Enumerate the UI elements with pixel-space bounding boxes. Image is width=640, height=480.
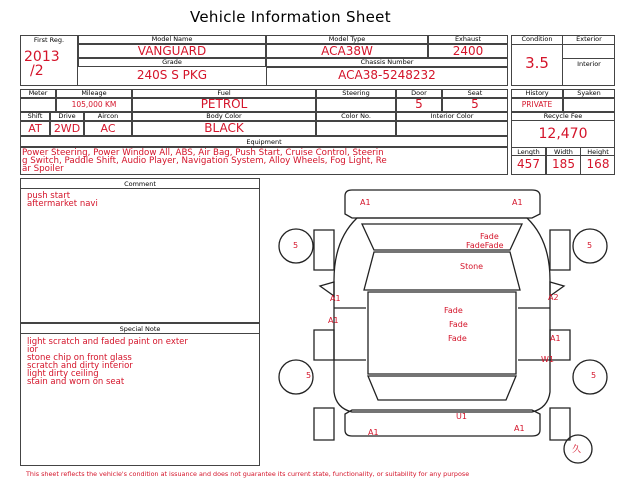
mark-right-rear-door: A1 [550,334,561,343]
length-value: 457 [517,157,540,171]
chassis-label: Chassis Number [360,58,414,66]
equipment-label: Equipment [246,138,282,146]
equipment-line-1: Power Steering, Power Window All, ABS, Air Bag, Push Start, Cruise Control, Steerin [22,148,384,158]
mark-left-front-door: A1 [330,294,341,303]
mileage-label: Mileage [81,89,107,97]
condition-divider [511,44,615,45]
fuel-label: Fuel [217,89,231,97]
meter-value-cell [20,98,56,112]
special-note-line: light scratch and faded paint on exter [27,337,188,347]
special-note-line: light dirty ceiling [27,369,99,379]
exhaust-label: Exhaust [454,35,482,43]
comment-line: aftermarket navi [27,199,98,209]
door-value: 5 [415,97,423,111]
equipment-line-3: ar Spoiler [22,164,64,174]
interior-color-label: Interior Color [430,112,474,120]
condition-score: 3.5 [525,54,549,72]
mark-wheel-front-right: 5 [587,241,593,250]
comment-line: push start [27,191,71,201]
mark-right-rear-w: W1 [541,355,554,364]
fuel-value: PETROL [200,97,248,111]
body-color-value: BLACK [204,121,244,135]
door-label: Door [411,89,427,97]
special-note-line: ior [27,345,39,355]
aircon-label: Aircon [97,112,119,120]
color-no-value-cell [316,121,396,136]
model-type-value: ACA38W [321,44,373,58]
steering-label: Steering [342,89,370,97]
mark-wheel-front-left: 5 [293,241,299,250]
drive-label: Drive [58,112,76,120]
exterior-label: Exterior [576,35,602,43]
special-note-line: stone chip on front glass [27,353,132,363]
width-value: 185 [552,157,575,171]
syaken-label: Syaken [577,89,601,97]
mark-rear-left: A1 [368,428,379,437]
length-label: Length [517,148,540,156]
mark-wheel-rear-right: 5 [591,371,597,380]
grade-label: Grade [162,58,182,66]
aircon-value: AC [100,122,116,135]
interior-label: Interior [577,60,601,68]
width-label: Width [554,148,573,156]
recycle-value: 12,470 [538,126,588,142]
mark-rear-glass: U1 [456,412,467,421]
syaken-value-cell [563,98,615,112]
page-title: Vehicle Information Sheet [190,8,391,26]
model-type-label: Model Type [328,35,366,43]
meter-label: Meter [28,89,48,97]
color-no-label: Color No. [341,112,371,120]
height-label: Height [587,148,609,156]
mark-roof-fade: Fade [449,320,468,329]
interior-divider [563,58,615,59]
mark-windshield-stone: Stone [460,262,484,271]
mark-front-right: A1 [512,198,523,207]
mark-wheel-rear-left: 5 [306,371,312,380]
mileage-value: 105,000 KM [71,100,117,109]
mark-rear-right: A1 [514,424,525,433]
first-reg-label: First Reg. [33,36,65,44]
shift-label: Shift [27,112,43,120]
mark-left-rear-door: A1 [328,316,339,325]
history-label: History [525,89,549,97]
inspector-stamp: 久 [572,445,582,455]
steering-value-cell [316,98,396,112]
car-damage-diagram [262,182,620,468]
model-name-value: VANGUARD [137,44,207,58]
special-note-label: Special Note [119,325,161,333]
shift-value: AT [28,122,42,135]
condition-label: Condition [521,35,553,43]
first-reg-year: 2013 [24,49,60,65]
disclaimer-footer: This sheet reflects the vehicle's condition at issuance and does not guarantee its current state, functionality, or suitability for any purpose [26,470,470,478]
history-value: PRIVATE [521,100,553,109]
mark-front-left: A1 [360,198,371,207]
recycle-label: Recycle Fee [543,112,583,120]
special-note-line: scratch and dirty interior [27,361,133,371]
mark-hood-fade: FadeFade [466,241,504,250]
chassis-value: ACA38-5248232 [338,68,436,82]
drive-value: 2WD [53,122,81,135]
exhaust-value: 2400 [452,44,484,58]
height-value: 168 [586,157,610,171]
mark-hood-fade: Fade [480,232,499,241]
seat-value: 5 [471,97,479,111]
mark-roof-fade: Fade [448,334,467,343]
mark-right-front-door: A2 [548,293,559,302]
equipment-line-2: g Switch, Paddle Shift, Audio Player, Navigation System, Alloy Wheels, Fog Light, Re [22,156,387,166]
body-color-label: Body Color [206,112,242,120]
special-note-line: stain and worn on seat [27,377,125,387]
comment-label: Comment [124,180,156,188]
seat-label: Seat [467,89,483,97]
grade-value: 240S S PKG [136,68,208,82]
mark-roof-fade: Fade [444,306,463,315]
model-name-label: Model Name [151,35,193,43]
first-reg-month: /2 [30,63,44,79]
interior-color-value-cell [396,121,508,136]
